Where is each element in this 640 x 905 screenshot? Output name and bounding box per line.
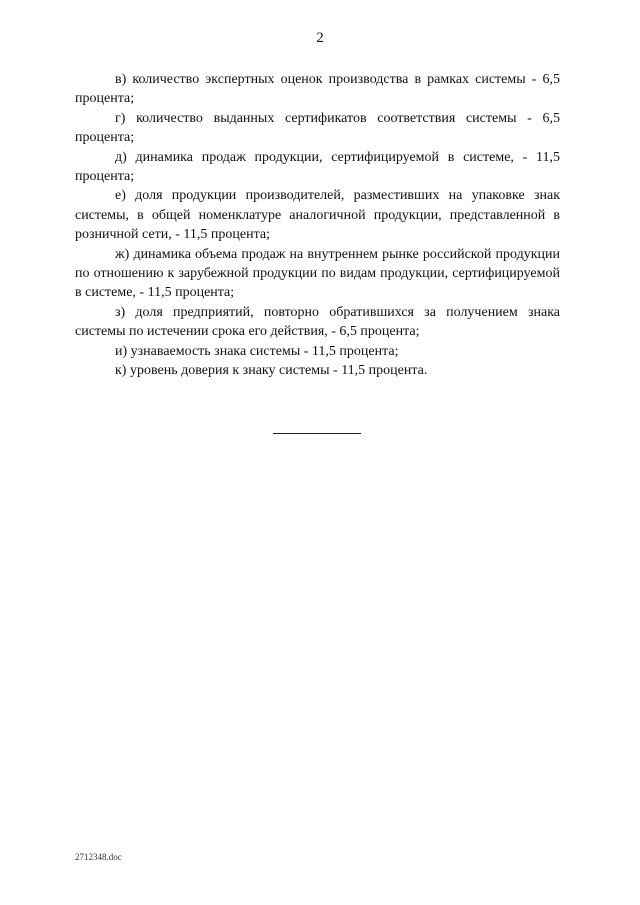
list-item-z: з) доля предприятий, повторно обратившихся за получением знака системы по истечении срока его действия, - 6,5 процента; bbox=[75, 304, 560, 340]
list-item-g: г) количество выданных сертификатов соответствия системы - 6,5 процента; bbox=[75, 110, 560, 146]
end-separator-line bbox=[273, 433, 361, 434]
list-item-e: е) доля продукции производителей, разместивших на упаковке знак системы, в общей номенклатуре аналогичной продукции, представленной в розничной сети, - 11,5 процента; bbox=[75, 188, 560, 243]
page-number: 2 bbox=[316, 30, 324, 46]
list-item-d: д) динамика продаж продукции, сертифицируемой в системе, - 11,5 процента; bbox=[75, 149, 560, 185]
list-item-k: к) уровень доверия к знаку системы - 11,5 процента. bbox=[115, 363, 428, 379]
list-item-v: в) количество экспертных оценок производства в рамках системы - 6,5 процента; bbox=[75, 72, 560, 107]
list-item-i: и) узнаваемость знака системы - 11,5 процента; bbox=[115, 343, 399, 359]
list-item-zh: ж) динамика объема продаж на внутреннем рынке российской продукции по отношению к зарубежной продукции по видам продукции, сертифицируемой в системе, - 11,5 процента; bbox=[75, 246, 560, 301]
document-body bbox=[75, 70, 560, 381]
file-reference: 2712348.doc bbox=[75, 852, 122, 862]
